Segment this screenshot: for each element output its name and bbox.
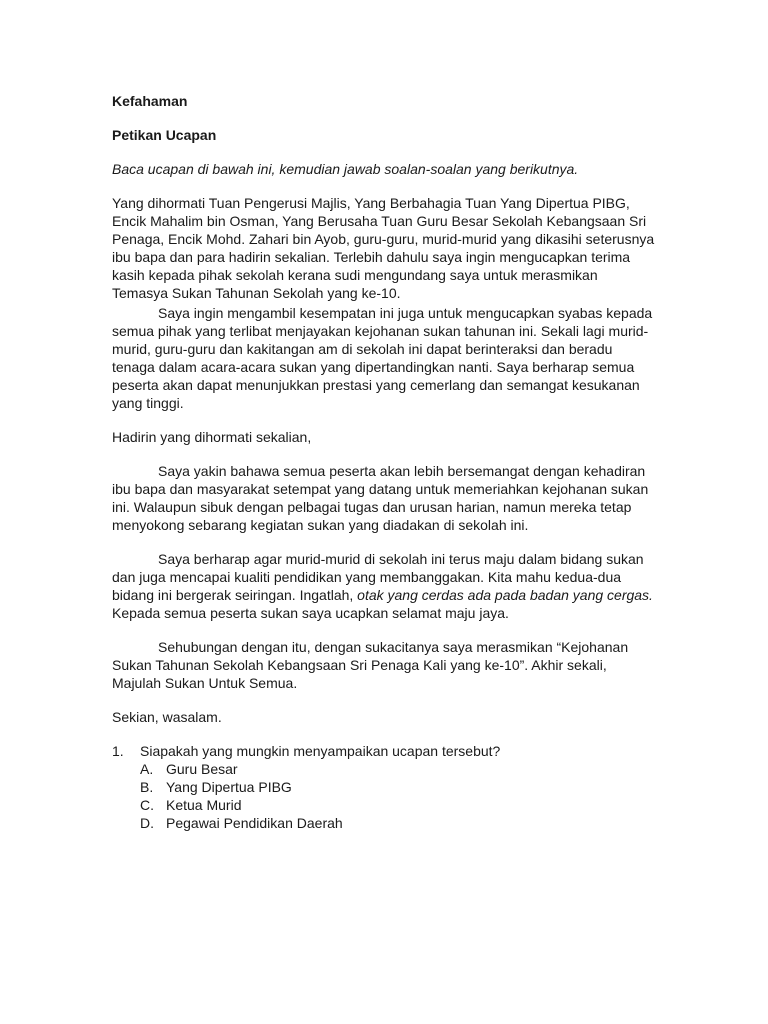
document-page bbox=[112, 92, 657, 832]
option-text: Ketua Murid bbox=[166, 797, 242, 813]
paragraph-greeting: Hadirin yang dihormati sekalian, bbox=[112, 429, 312, 445]
question-text: Siapakah yang mungkin menyampaikan ucapan tersebut? bbox=[140, 743, 501, 759]
paragraph-parents: Saya yakin bahawa semua peserta akan lebih bersemangat dengan kehadiran ibu bapa dan masyarakat setempat yang datang untuk memeriahkan kejohanan sukan ini. Walaupun sibuk dengan pelbagai tugas dan urusan harian, namun mereka tetap menyokong sebarang kegiatan sukan yang diadakan di sekolah ini. bbox=[112, 463, 649, 533]
instruction: Baca ucapan di bawah ini, kemudian jawab soalan-soalan yang berikutnya. bbox=[112, 161, 579, 177]
paragraph-opening: Yang dihormati Tuan Pengerusi Majlis, Yang Berbahagia Tuan Yang Dipertua PIBG, Encik Mahalim bin Osman, Yang Berusaha Tuan Guru Besar Sekolah Kebangsaan Sri Penaga, Encik Mohd. Zahari bin Ayob, guru-guru, murid-murid yang dikasihi seterusnya ibu bapa dan para hadirin sekalian. Terlebih dahulu saya ingin mengucapkan terima kasih kepada pihak sekolah kerana sudi mengundang saya untuk merasmikan Temasya Sukan Tahunan Sekolah yang ke-10. bbox=[112, 195, 655, 301]
paragraph-officiate: Sehubungan dengan itu, dengan sukacitanya saya merasmikan “Kejohanan Sukan Tahunan Sekolah Kebangsaan Sri Penaga Kali yang ke-10”. Akhir sekali, Majulah Sukan Untuk Semua. bbox=[112, 639, 629, 691]
subtitle: Petikan Ucapan bbox=[112, 127, 217, 143]
option-text: Yang Dipertua PIBG bbox=[166, 779, 292, 795]
option-a bbox=[112, 760, 657, 778]
option-text: Pegawai Pendidikan Daerah bbox=[166, 815, 343, 831]
answer-options bbox=[112, 760, 657, 832]
paragraph-hope-closing: Kepada semua peserta sukan saya ucapkan selamat maju jaya. bbox=[112, 605, 509, 621]
option-letter: A. bbox=[140, 761, 154, 777]
option-letter: D. bbox=[140, 815, 154, 831]
question-number: 1. bbox=[112, 743, 124, 759]
paragraph-hope bbox=[112, 550, 657, 622]
option-text: Guru Besar bbox=[166, 761, 238, 777]
section-title: Kefahaman bbox=[112, 93, 188, 109]
option-letter: B. bbox=[140, 779, 154, 795]
paragraph-closing: Sekian, wasalam. bbox=[112, 709, 222, 725]
option-b bbox=[112, 778, 657, 796]
paragraph-congratulations: Saya ingin mengambil kesempatan ini juga untuk mengucapkan syabas kepada semua pihak yang terlibat menjayakan kejohanan sukan tahunan ini. Sekali lagi murid-murid, guru-guru dan kakitangan am di sekolah ini dapat berinteraksi dan beradu tenaga dalam acara-acara sukan yang dipertandingkan nanti. Saya berharap semua peserta akan dapat menunjukkan prestasi yang cemerlang dan semangat kesukanan yang tinggi. bbox=[112, 305, 653, 411]
paragraph-hope-text: Saya berharap agar murid-murid di sekolah ini terus maju dalam bidang sukan dan juga mencapai kualiti pendidikan yang membanggakan. Kita mahu kedua-dua bidang ini bergerak seiringan. Ingatlah, bbox=[112, 551, 644, 603]
option-d bbox=[112, 814, 657, 832]
option-c bbox=[112, 796, 657, 814]
paragraph-hope-proverb: otak yang cerdas ada pada badan yang cergas. bbox=[357, 587, 653, 603]
question-1 bbox=[112, 742, 657, 832]
option-letter: C. bbox=[140, 797, 154, 813]
